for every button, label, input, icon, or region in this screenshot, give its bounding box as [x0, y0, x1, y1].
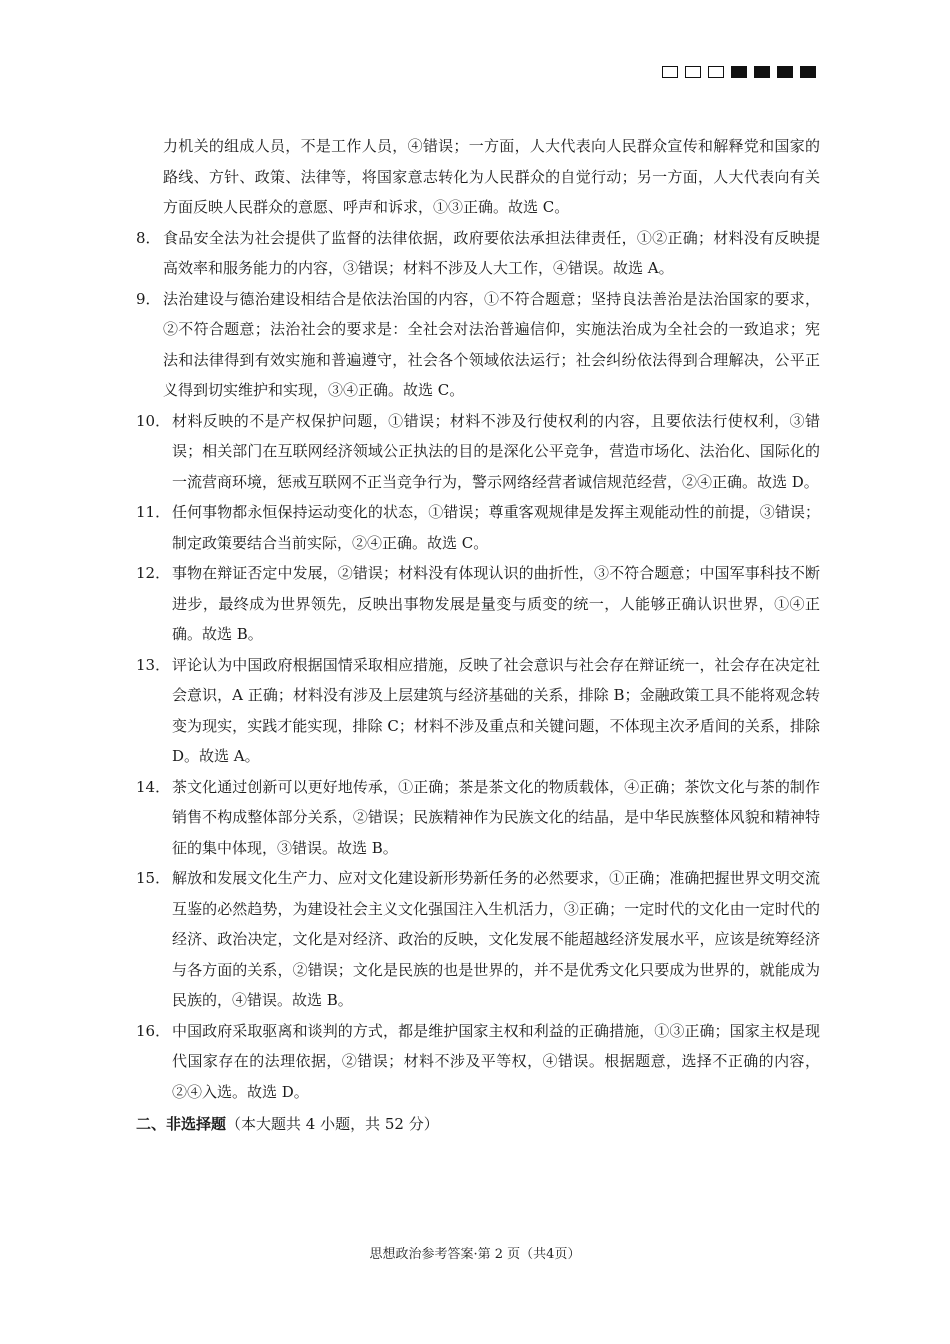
answer-item-12 [136, 558, 820, 650]
answer-body [136, 131, 820, 1140]
header-mark-open [685, 66, 701, 78]
answer-item-15 [136, 863, 820, 1016]
header-mark-filled [800, 66, 816, 78]
item-text: 食品安全法为社会提供了监督的法律依据，政府要依法承担法律责任，①②正确；材料没有反映提高效率和服务能力的内容，③错误；材料不涉及人大工作，④错误。故选 A。 [163, 228, 820, 277]
item-number: 14． [136, 777, 171, 796]
item-number: 9． [136, 289, 161, 308]
header-marks [662, 66, 816, 78]
answer-item-9 [136, 284, 820, 406]
page-footer: 思想政治参考答案·第 2 页（共4页） [369, 1247, 581, 1262]
item-number: 10． [136, 411, 171, 430]
header-mark-open [662, 66, 678, 78]
item-number: 13． [136, 655, 171, 674]
header-mark-filled [731, 66, 747, 78]
item-text: 任何事物都永恒保持运动变化的状态，①错误；尊重客观规律是发挥主观能动性的前提，③错误；制定政策要结合当前实际，②④正确。故选 C。 [172, 503, 820, 552]
item-number: 15． [136, 869, 171, 887]
item-text: 解放和发展文化生产力、应对文化建设新形势新任务的必然要求，①正确；准确把握世界文明交流互鉴的必然趋势，为建设社会主义文化强国注入生机活力，③正确；一定时代的文化由一定时代的经济、政治决定，文化是对经济、政治的反映，文化发展不能超越经济发展水平，应该是统筹经济与各方面的关系，②错误；文化是民族的也是世界的，并不是优秀文化只要成为世界的，就能成为民族的，④错误。故选 B。 [172, 869, 820, 1009]
answer-item-13 [136, 650, 820, 772]
item-number: 8． [136, 228, 161, 247]
section-title: 二、非选择题 [136, 1115, 227, 1133]
answer-item-16 [136, 1016, 820, 1108]
item-text: 法治建设与德治建设相结合是依法治国的内容，①不符合题意；坚持良法善治是法治国家的要求，②不符合题意；法治社会的要求是：全社会对法治普遍信仰，实施法治成为全社会的一致追求；宪法和法律得到有效实施和普遍遵守，社会各个领域依法运行；社会纠纷依法得到合理解决，公平正义得到切实维护和实现，③④正确。故选 C。 [163, 289, 820, 399]
header-mark-filled [777, 66, 793, 78]
section-heading-non-choice [136, 1109, 820, 1140]
item-text: 茶文化通过创新可以更好地传承，①正确；茶是茶文化的物质载体，④正确；茶饮文化与茶的制作销售不构成整体部分关系，②错误；民族精神作为民族文化的结晶，是中华民族整体风貌和精神特征的集中体现，③错误。故选 B。 [172, 777, 820, 857]
answer-item-10 [136, 406, 820, 498]
answer-item-14 [136, 772, 820, 864]
item-text: 事物在辩证否定中发展，②错误；材料没有体现认识的曲折性，③不符合题意；中国军事科技不断进步，最终成为世界领先，反映出事物发展是量变与质变的统一，人能够正确认识世界，①④正确。故选 B。 [172, 564, 820, 643]
item-text: 材料反映的不是产权保护问题，①错误；材料不涉及行使权利的内容，且要依法行使权利，③错误；相关部门在互联网经济领域公正执法的目的是深化公平竞争，营造市场化、法治化、国际化的一流营商环境，惩戒互联网不正当竞争行为，警示网络经营者诚信规范经营，②④正确。故选 D。 [172, 411, 820, 491]
answer-item-11 [136, 497, 820, 558]
item-number: 12． [136, 564, 171, 582]
item-text: 评论认为中国政府根据国情采取相应措施，反映了社会意识与社会存在辩证统一，社会存在决定社会意识，A 正确；材料没有涉及上层建筑与经济基础的关系，排除 B；金融政策工具不能将观念转变为现实，实践才能实现，排除 C；材料不涉及重点和关键问题，不体现主次矛盾间的关系，排除 D。故选 A。 [172, 655, 820, 765]
section-note: （本大题共 4 小题，共 52 分） [226, 1115, 439, 1133]
item-number: 16． [136, 1021, 171, 1040]
header-mark-filled [754, 66, 770, 78]
continuation-paragraph: 力机关的组成人员，不是工作人员，④错误；一方面，人大代表向人民群众宣传和解释党和国家的路线、方针、政策、法律等，将国家意志转化为人民群众的自觉行动；另一方面，人大代表向有关方面反映人民群众的意愿、呼声和诉求，①③正确。故选 C。 [163, 137, 820, 216]
item-number: 11． [136, 503, 171, 521]
item-text: 中国政府采取驱离和谈判的方式，都是维护国家主权和利益的正确措施，①③正确；国家主权是现代国家存在的法理依据，②错误；材料不涉及平等权，④错误。根据题意，选择不正确的内容，②④入选。故选 D。 [172, 1021, 820, 1101]
header-mark-open [708, 66, 724, 78]
answer-item-8 [136, 223, 820, 284]
